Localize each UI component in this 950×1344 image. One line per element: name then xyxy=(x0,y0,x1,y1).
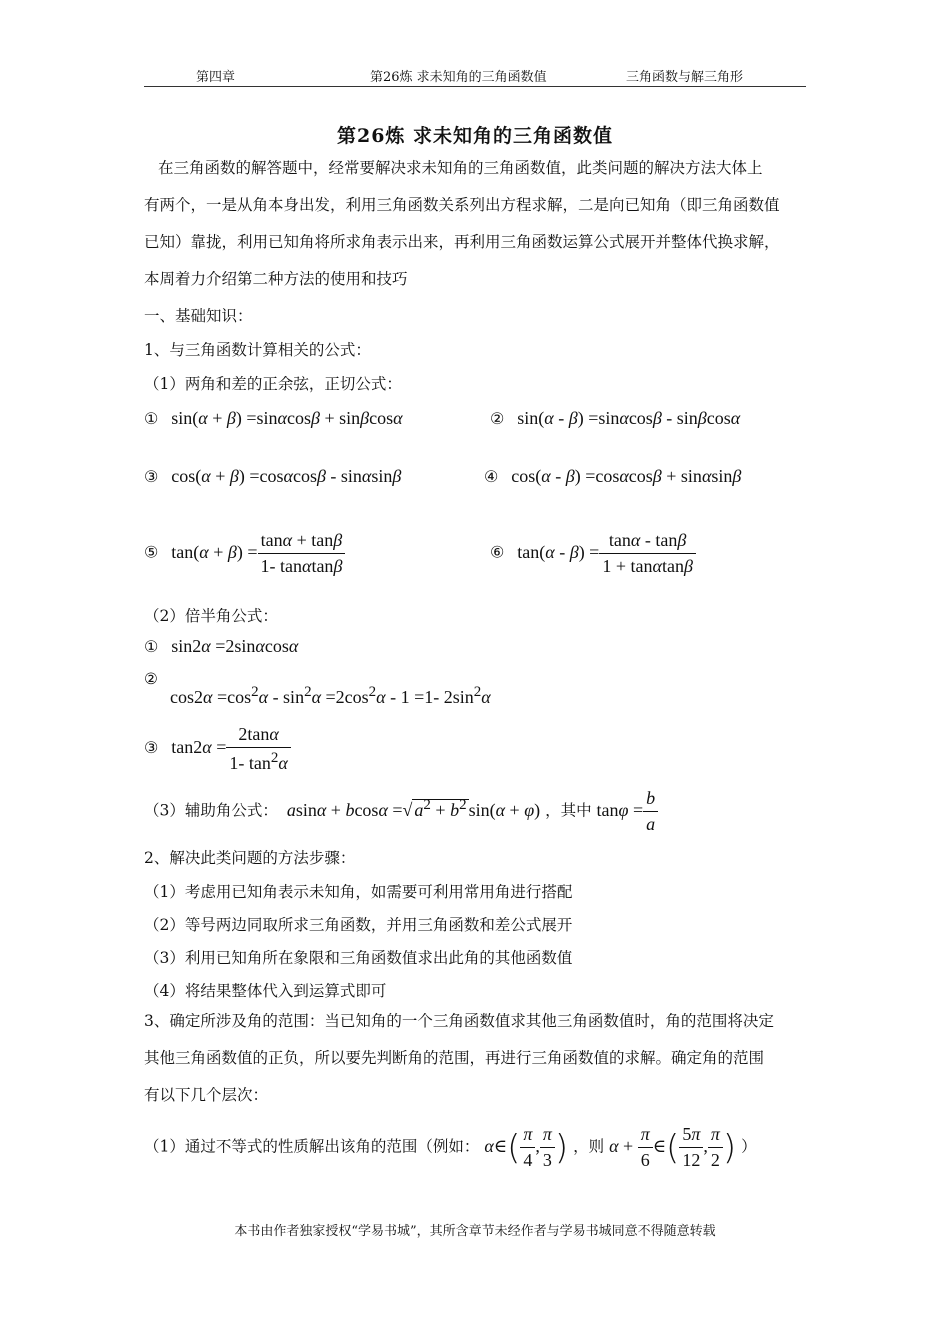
formula-5: ⑤ tan(α + β) = $\frac{\tan\alpha + \tan\beta}{1- \tan\alpha\tan\beta}$ xyxy=(144,530,345,577)
half-formula-1: ① sin2α =2sinαcosα xyxy=(144,636,299,656)
intro-line-4: 本周着力介绍第二种方法的使用和技巧 xyxy=(144,270,408,288)
half-formula-3-marker: ③ xyxy=(144,738,159,758)
range-paragraph xyxy=(144,1003,808,1114)
formula-6-marker: ⑥ xyxy=(490,542,505,562)
header-chapter: 第四章 xyxy=(196,70,236,85)
header-rule xyxy=(144,86,806,87)
formula-2-marker: ② xyxy=(490,409,505,428)
page-footer: 本书由作者独家授权“学易书城”，其所含章节未经作者与学易书城同意不得随意转载 xyxy=(234,1224,716,1239)
half-formula-1-marker: ① xyxy=(144,637,159,656)
range-line-1: 3、确定所涉及角的范围：当已知角的一个三角函数值求其他三角函数值时，角的范围将决定 xyxy=(144,1012,774,1030)
formula-3-marker: ③ xyxy=(144,467,159,486)
formulas-heading: 1、与三角函数计算相关的公式： xyxy=(144,341,371,359)
formula-1-marker: ① xyxy=(144,409,159,428)
intro-paragraph xyxy=(144,150,808,298)
page-header xyxy=(144,66,806,86)
half-angle-heading: （2）倍半角公式： xyxy=(144,607,278,625)
range-item-1-mid: ，则 xyxy=(573,1137,605,1156)
formula-4-marker: ④ xyxy=(484,467,499,486)
range-line-3: 有以下几个层次： xyxy=(144,1086,269,1104)
half-formula-2: $\cos 2\alpha =\cos^2\alpha - \sin^2\alpha =2\cos^2\alpha - 1 =1-$ $2\sin^2\alpha$ xyxy=(170,684,491,707)
formula-3: ③ cos(α + β) =cosαcosβ - sinαsinβ xyxy=(144,466,402,486)
half-formula-3: ③ tan2α = $\frac{2\tan\alpha}{1- \tan^2\alpha}$ xyxy=(144,724,291,774)
formula-1: ① sin(α + β) =sinαcosβ + sinβcosα xyxy=(144,408,403,428)
range-item-1-end: ） xyxy=(741,1137,757,1156)
intro-line-3: 已知）靠拢，利用已知角将所求角表示出来，再利用三角函数运算公式展开并整体代换求解， xyxy=(144,233,780,251)
basics-heading: 一、基础知识： xyxy=(144,307,253,325)
formula-4: ④ cos(α - β) =cosαcosβ + sinαsinβ xyxy=(484,466,742,486)
steps-heading: 2、解决此类问题的方法步骤： xyxy=(144,849,356,867)
intro-line-2: 有两个，一是从角本身出发，利用三角函数关系列出方程求解，二是向已知角（即三角函数值 xyxy=(144,196,780,214)
range-item-1: （1）通过不等式的性质解出该角的范围（例如： α∈( $\frac{\pi}{4}$ , $\frac{\pi}{3}$ ) ，则 α + $\frac{\pi}{6}$ ∈( $\frac{5\pi}{12}$ , $\frac{\pi}{2}$ ) ） xyxy=(144,1124,757,1170)
formula-2: ② sin(α - β) =sinαcosβ - sinβcosα xyxy=(490,408,741,428)
range-item-1-prefix: （1）通过不等式的性质解出该角的范围（例如： xyxy=(144,1137,480,1156)
intro-line-1: 在三角函数的解答题中，经常要解决求未知角的三角函数值，此类问题的解决方法大体上 xyxy=(158,159,763,177)
formula-6: ⑥ tan(α - β) = $\frac{\tan\alpha - \tan\beta}{1 + \tan\alpha\tan\beta}$ xyxy=(490,530,696,577)
page-title: 第26炼 求未知角的三角函数值 xyxy=(336,125,614,147)
header-lesson: 第26炼 求未知角的三角函数值 xyxy=(370,70,547,85)
formula-5-marker: ⑤ xyxy=(144,542,159,562)
header-topic: 三角函数与解三角形 xyxy=(626,70,744,85)
range-line-2: 其他三角函数值的正负，所以要先判断角的范围，再进行三角函数值的求解。确定角的范围 xyxy=(144,1049,765,1067)
step-item-2: （2）等号两边同取所求三角函数，并用三角函数和差公式展开 xyxy=(144,916,573,934)
step-item-1: （1）考虑用已知角表示未知角，如需要可利用常用角进行搭配 xyxy=(144,883,573,901)
aux-angle-row: （3）辅助角公式： asinα + bcosα =√ $a^2 + b^2$ sin(α + φ) ，其中 tanφ = $\frac{b}{a}$ xyxy=(144,788,658,835)
step-item-4: （4）将结果整体代入到运算式即可 xyxy=(144,982,387,1000)
step-item-3: （3）利用已知角所在象限和三角函数值求出此角的其他函数值 xyxy=(144,949,573,967)
aux-angle-note: ，其中 xyxy=(545,801,592,820)
half-formula-2-marker: ② xyxy=(144,670,158,688)
aux-angle-heading: （3）辅助角公式： xyxy=(144,801,278,820)
sum-diff-heading: （1）两角和差的正余弦，正切公式： xyxy=(144,375,402,393)
